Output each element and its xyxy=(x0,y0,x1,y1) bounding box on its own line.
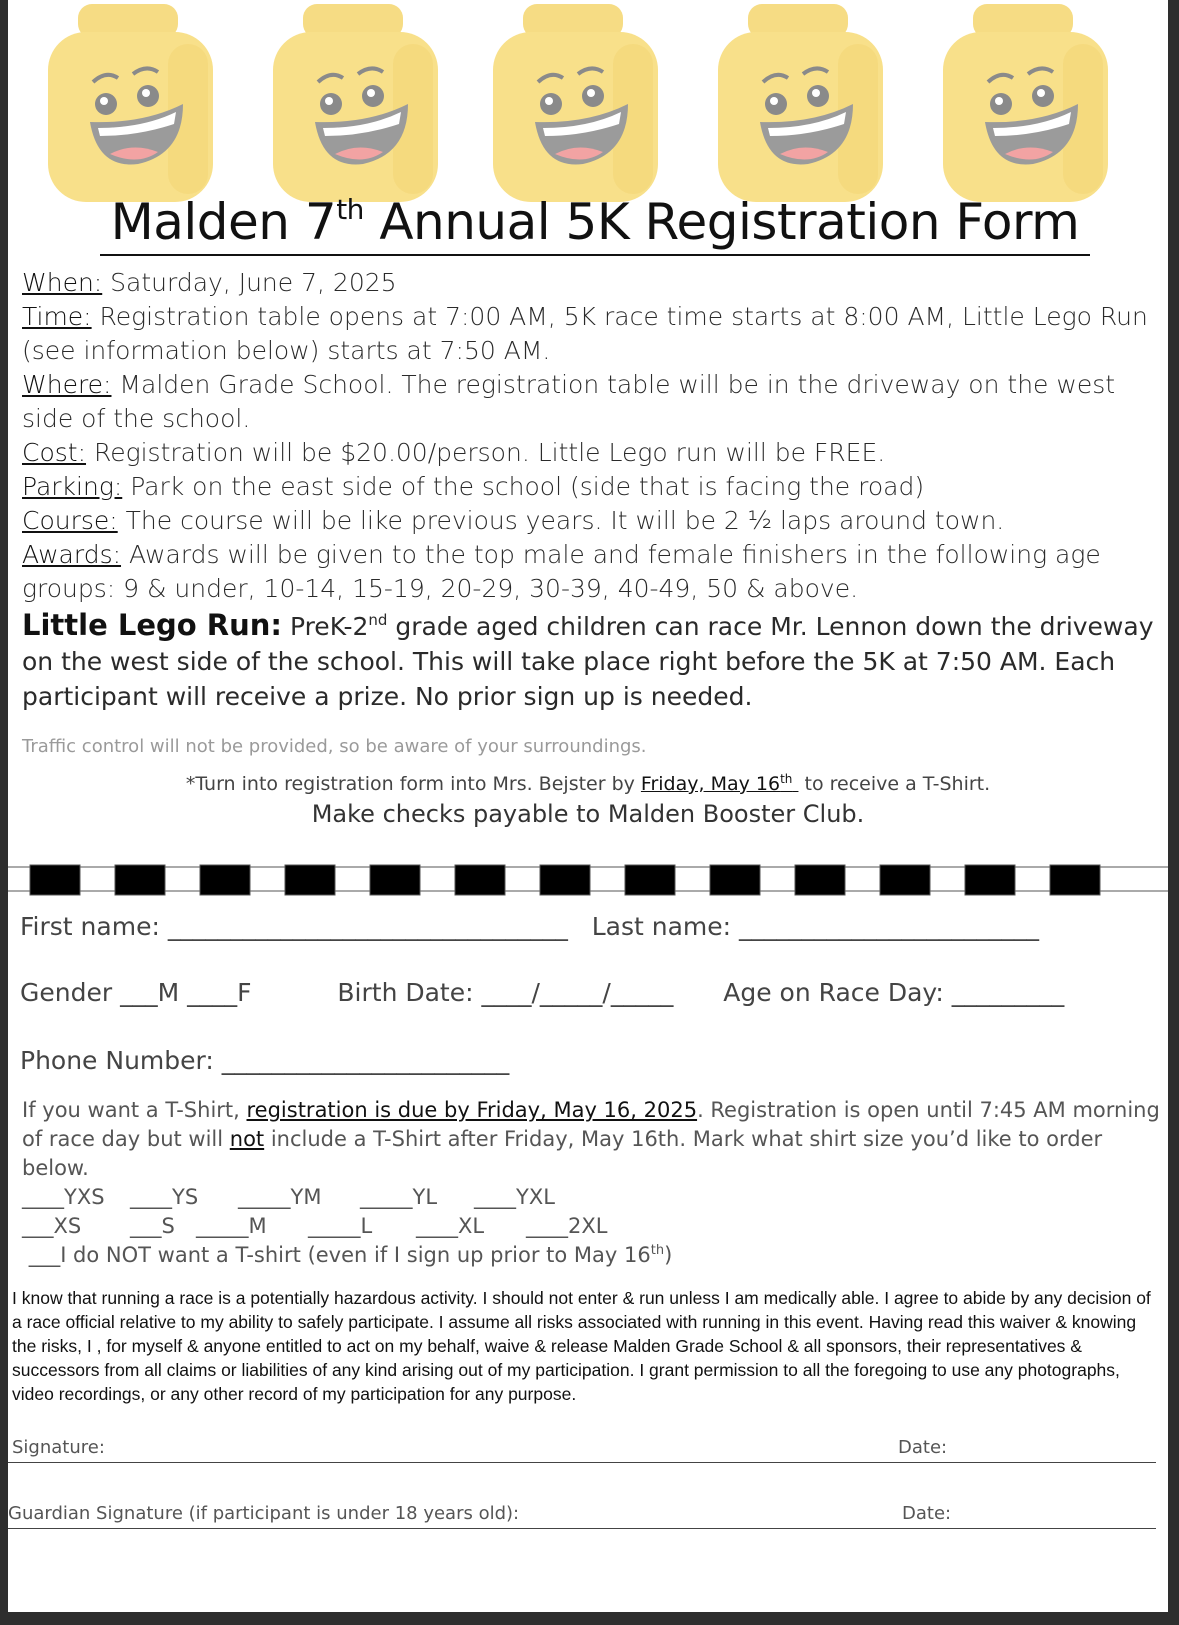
course-line: Course: The course will be like previous years. It will be 2 ½ laps around town. xyxy=(22,506,1005,535)
size-option[interactable]: ____XL xyxy=(416,1214,485,1238)
size-option[interactable]: _____M xyxy=(196,1214,267,1238)
parking-line: Parking: Park on the east side of the school (side that is facing the road) xyxy=(22,472,925,501)
size-option[interactable]: ___XS xyxy=(22,1214,82,1238)
date-label: Date: xyxy=(898,1437,948,1458)
size-option[interactable]: ____YS xyxy=(130,1185,199,1209)
size-option[interactable]: _____YM xyxy=(238,1185,322,1209)
size-option[interactable]: ____2XL xyxy=(526,1214,608,1238)
birth-date-field[interactable]: Birth Date: ____/_____/_____ xyxy=(337,978,674,1007)
gender-birth-row xyxy=(20,978,1064,1007)
lego-head-1 xyxy=(48,4,213,202)
where-line: Where: Malden Grade School. The registration table will be in the driveway on the west side of the school. xyxy=(22,370,1116,433)
event-info xyxy=(22,266,1162,606)
tshirt-section xyxy=(22,1096,1162,1270)
gender-field[interactable]: Gender ___M ____F xyxy=(20,978,252,1007)
youth-sizes xyxy=(22,1183,1162,1212)
adult-sizes xyxy=(22,1212,1162,1241)
signature-label: Signature: xyxy=(12,1437,105,1458)
lego-head-5 xyxy=(943,4,1108,202)
little-lego-run: Little Lego Run: PreK-2nd grade aged children can race Mr. Lennon down the driveway on the west side of the school. This will take place right before the 5K at 7:50 AM. Each participant will receive a prize. No prior sign up is needed. xyxy=(22,608,1154,711)
traffic-note: Traffic control will not be provided, so be aware of your surroundings. xyxy=(22,736,647,757)
no-shirt-option[interactable]: ___I do NOT want a T-shirt (even if I sign up prior to May 16th) xyxy=(28,1243,673,1267)
guardian-signature-label: Guardian Signature (if participant is under 18 years old): xyxy=(8,1503,520,1524)
size-option[interactable]: ____YXS xyxy=(22,1185,105,1209)
when-line: When: Saturday, June 7, 2025 xyxy=(22,268,397,297)
awards-line: Awards: Awards will be given to the top male and female finishers in the following age groups: 9 & under, 10-14, 15-19, 20-29, 30-39, 40-49, 50 & above. xyxy=(22,540,1101,603)
turnin-note: *Turn into registration form into Mrs. Bejster by Friday, May 16th to receive a T-Shirt. xyxy=(185,772,991,795)
tshirt-intro: If you want a T-Shirt, registration is due by Friday, May 16, 2025. Registration is open until 7:45 AM morning of race day but will not include a T-Shirt after Friday, May 16th. Mark what shirt size you’d like to order below. xyxy=(22,1098,1160,1180)
first-name-field[interactable]: First name: ________________________________ xyxy=(20,912,568,941)
lego-head-2 xyxy=(273,4,438,202)
signature-line[interactable] xyxy=(8,1422,1156,1463)
lego-heads-banner xyxy=(8,0,1168,210)
size-option[interactable]: _____L xyxy=(308,1214,373,1238)
time-line: Time: Registration table opens at 7:00 AM, 5K race time starts at 8:00 AM, Little Lego Run (see information below) starts at 7:50 AM. xyxy=(22,302,1148,365)
size-option[interactable]: ___S xyxy=(130,1214,175,1238)
name-row xyxy=(20,912,1039,941)
lego-head-4 xyxy=(718,4,883,202)
checks-note: Make checks payable to Malden Booster Club. xyxy=(311,800,865,828)
phone-row xyxy=(20,1046,509,1075)
guardian-date-label: Date: xyxy=(902,1503,952,1524)
lego-head-3 xyxy=(493,4,658,202)
last-name-field[interactable]: Last name: ________________________ xyxy=(591,912,1040,941)
guardian-signature-line[interactable] xyxy=(8,1488,1156,1529)
waiver-text: I know that running a race is a potentially hazardous activity. I should not enter & run unless I am medically able. I agree to abide by any decision of a race official relative to my ability to safely participate. I assume all risks associated with running in this event. Having read this waiver & knowing the risks, I , for myself & anyone entitled to act on my behalf, waive & release Malden Grade School & all sponsors, their representatives & successors from all claims or liabilities of any kind arising out of my participation. I grant permission to all the foregoing to use any photographs, video recordings, or any other record of my participation for any purpose. xyxy=(12,1288,1151,1404)
cost-line: Cost: Registration will be $20.00/person. Little Lego run will be FREE. xyxy=(22,438,886,467)
age-field[interactable]: Age on Race Day: _________ xyxy=(723,978,1065,1007)
phone-field[interactable]: Phone Number: _______________________ xyxy=(20,1046,510,1075)
size-option[interactable]: ____YXL xyxy=(474,1185,555,1209)
page-title: Malden 7th Annual 5K Registration Form xyxy=(100,190,1090,256)
cut-line-divider xyxy=(8,858,1168,902)
registration-form-page xyxy=(8,0,1168,1612)
size-option[interactable]: _____YL xyxy=(360,1185,438,1209)
